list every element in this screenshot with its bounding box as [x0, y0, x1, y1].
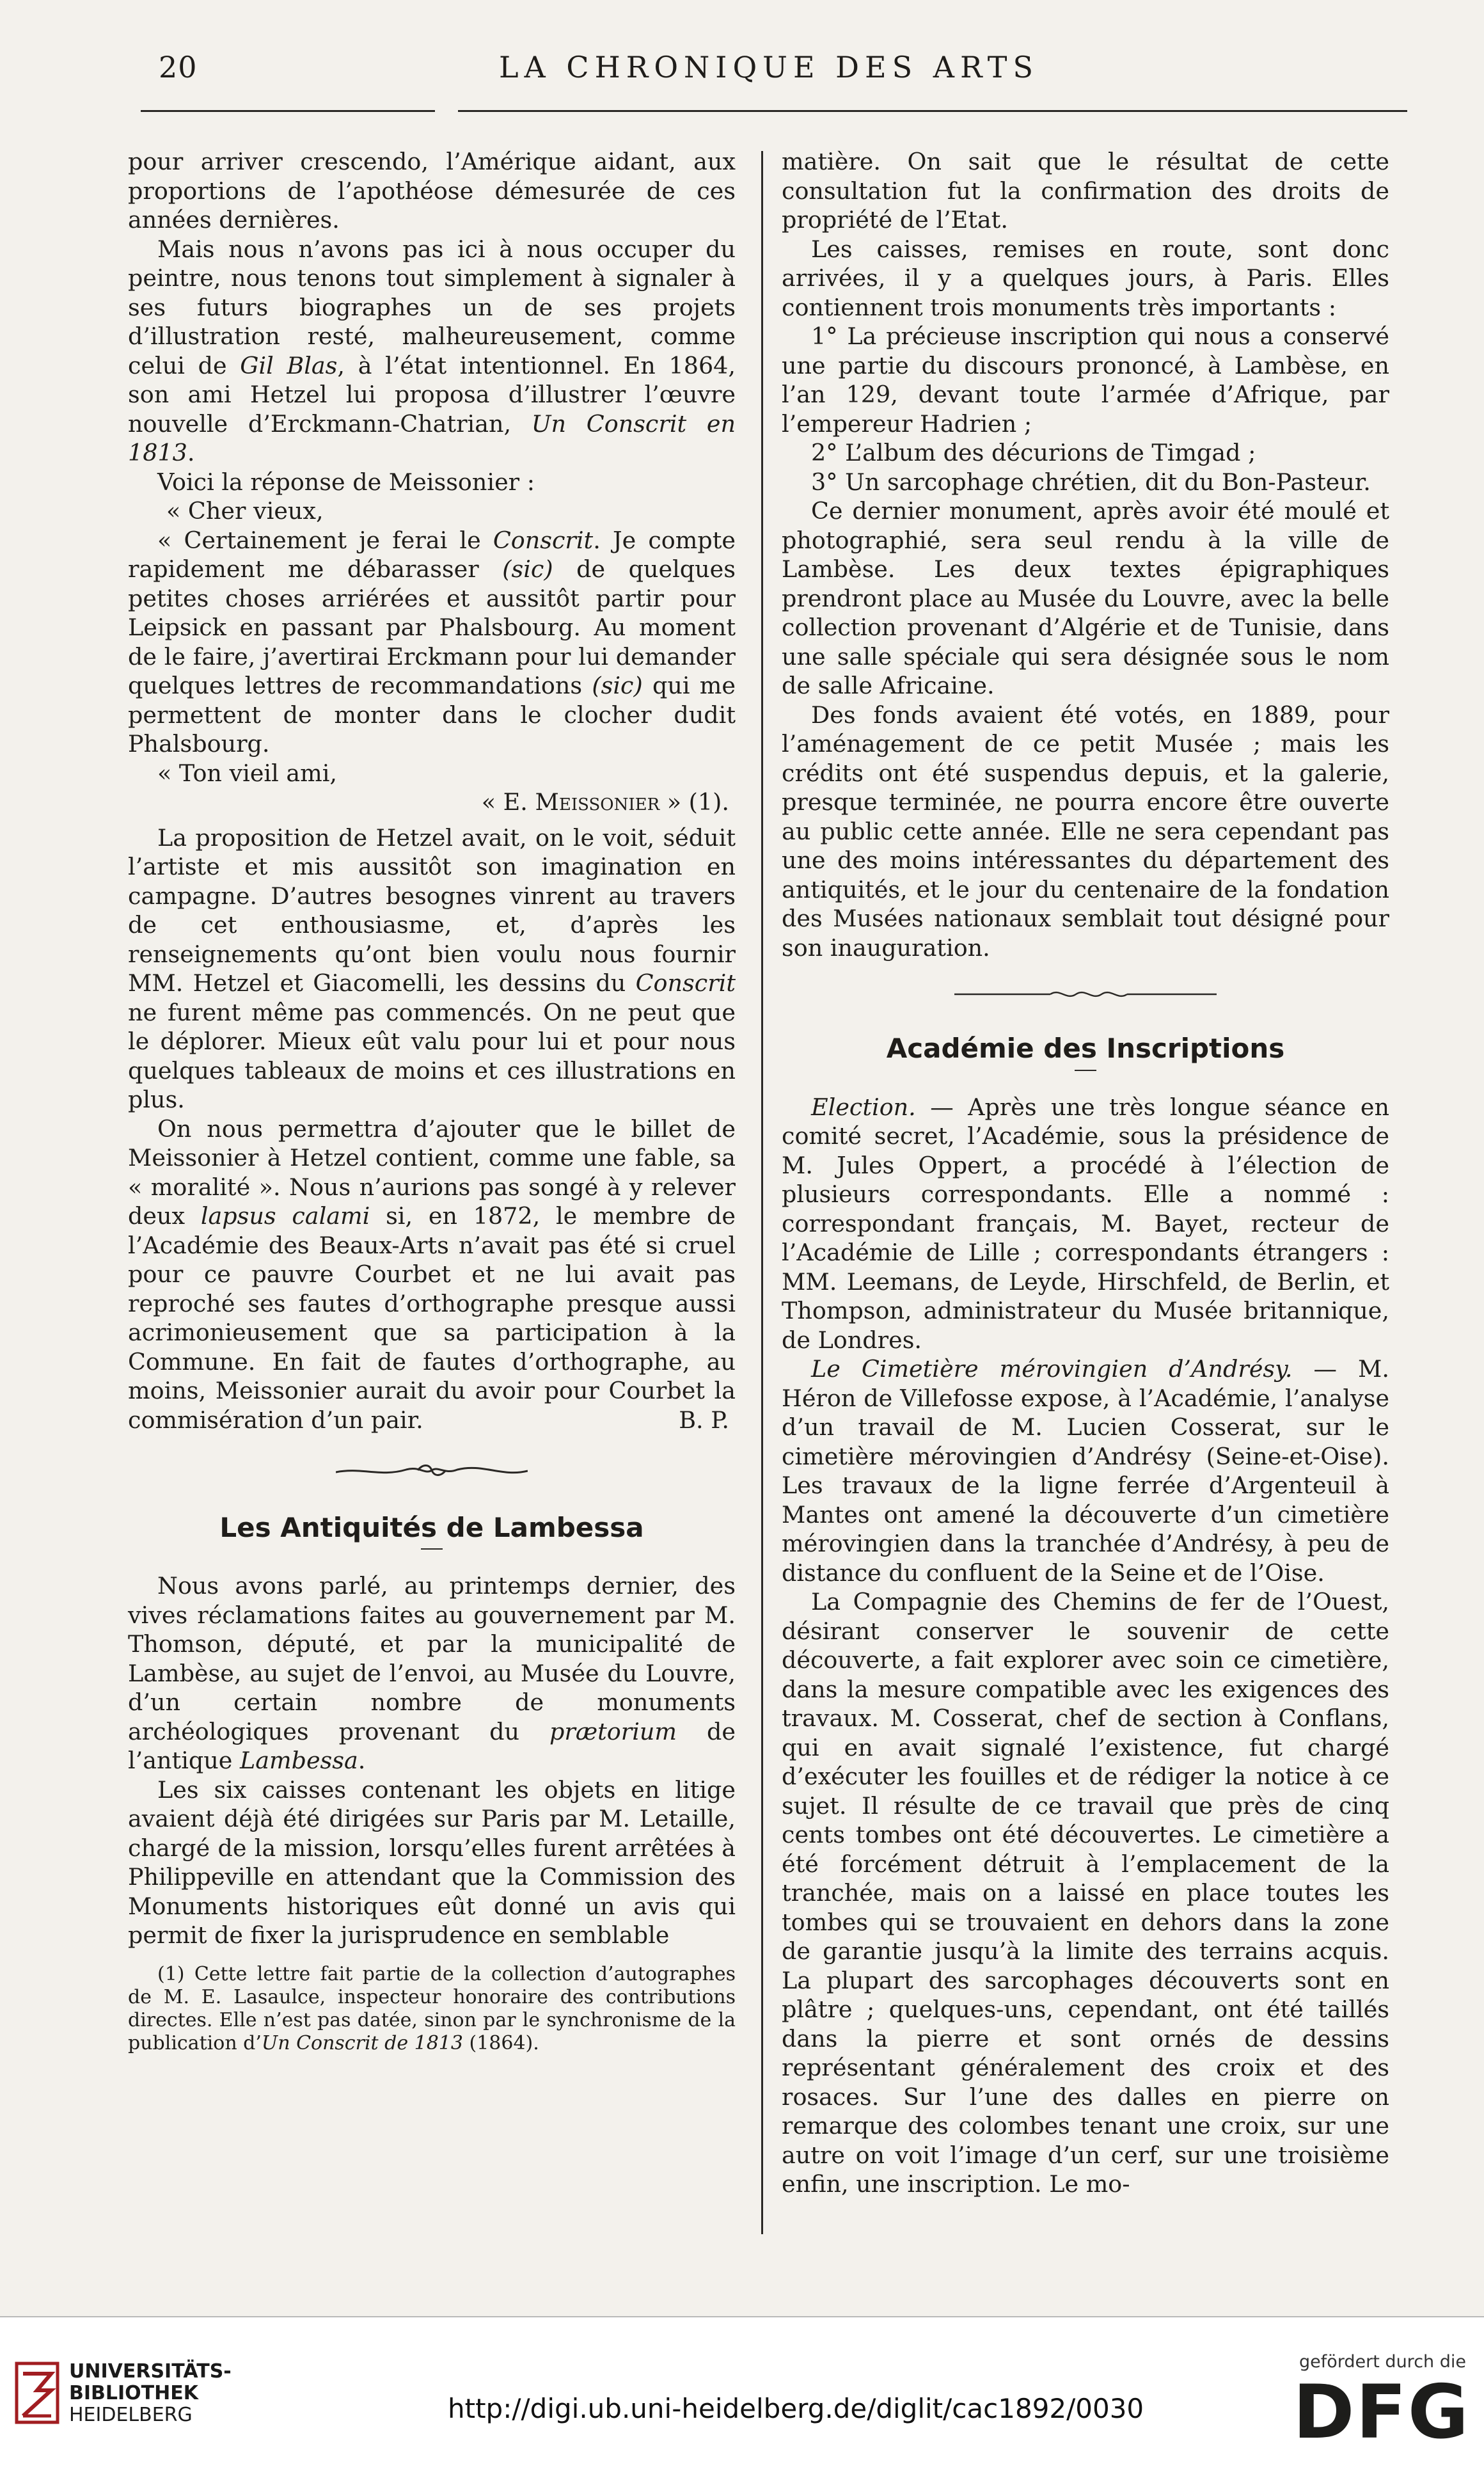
section-title: Académie des Inscriptions — [886, 1033, 1285, 1064]
italic-title: Gil Blas — [240, 351, 338, 379]
left-column — [128, 147, 736, 2055]
column-rule — [761, 151, 763, 2234]
paragraph: Mais nous n’avons pas ici à nous occuper du peintre, nous tenons tout simplement à signaler à ses futurs biographes un de ses projets d’illustration resté, malheureusement, comme celui de Gil Blas, à l’état intentionnel. En 1864, son ami Hetzel lui proposa d’illustrer l’œuvre nouvelle d’Erckmann-Chatrian, Un Conscrit en 1813. — [128, 235, 736, 466]
footer-divider — [0, 2316, 1484, 2317]
library-name: UNIVERSITÄTS- BIBLIOTHEK HEIDELBERG — [69, 2360, 232, 2426]
paragraph: On nous permettra d’ajouter que le billet de Meissonier à Hetzel contient, comme une fable, sa « moralité ». Nous n’aurions pas songé à y relever deux lapsus calami si, en 1872, le membre de l’Académie des Beaux-Arts n’avait pas été si cruel pour ce pauvre Courbet et ne lui avait pas reproché ses fautes d’orthographe presque aussi acrimonieusement que sa participation à la Commune. En fait de fautes d’orthographe, au moins, Meissonier aurait du avoir pour Courbet la commisération d’un pair. — [128, 1115, 736, 1434]
paragraph: Election. — Après une très longue séance en comité secret, l’Académie, sous la présidence de M. Jules Oppert, a procédé à l’élection de plusieurs correspondants. Elle a nommé : correspondant français, M. Bayet, recteur de l’Académie de Lille ; correspondants étrangers : MM. Leemans, de Leyde, Hirschfeld, de Berlin, et Thompson, administrateur du Musée britannique, de Londres. — [782, 1093, 1389, 1354]
letter-signature: « E. Meissonier » (1). — [481, 788, 729, 816]
page-number: 20 — [159, 50, 198, 84]
paragraph: Les six caisses contenant les objets en litige avaient déjà été dirigées sur Paris par M. Letaille, chargé de la mission, lorsqu’elles furent arrêtées à Philippeville en attendant que la Commission des Monuments historiques eût donné un avis qui permit de fixer la jurisprudence en semblable — [128, 1775, 736, 1949]
running-title: LA CHRONIQUE DES ARTS — [499, 50, 1039, 84]
ornament-divider — [954, 988, 1217, 1001]
author-initials: B. P. — [679, 1406, 729, 1434]
right-column — [782, 147, 1389, 2199]
paragraph: Ce dernier monument, après avoir été moulé et photographié, sera seul rendu à la ville de Lambèse. Les deux textes épigraphiques prendront place au Musée du Louvre, avec la belle collection provenant d’Algérie et de Tunisie, dans une salle spéciale qui sera désignée sous le nom de salle Africaine. — [782, 497, 1389, 699]
header-rule-right — [458, 110, 1407, 112]
paragraph: pour arriver crescendo, l’Amérique aidant, aux proportions de l’apothéose démesurée de ces années dernières. — [128, 148, 736, 234]
entry-label: Election. — [811, 1093, 916, 1121]
paragraph: Nous avons parlé, au printemps dernier, des vives réclamations faites au gouvernement par M. Thomson, député, et par la municipalité de Lambèse, au sujet de l’envoi, au Musée du Louvre, d’un certain nombre de monuments archéologiques provenant du prætorium de l’antique Lambessa. — [128, 1572, 736, 1774]
funding-label: gefördert durch die — [1299, 2352, 1466, 2372]
paragraph: Des fonds avaient été votés, en 1889, pour l’aménagement de ce petit Musée ; mais les crédits ont été suspendus depuis, et la galerie, presque terminée, ne pourra encore être ouverte au public cette année. Elle ne sera cependant pas une des moins intéressantes du département des antiquités, et le jour du centenaire de la fondation des Musées nationaux semblait tout désigné pour son inauguration. — [782, 701, 1389, 962]
paragraph: Le Cimetière mérovingien d’Andrésy. — M. Héron de Villefosse expose, à l’Académie, l’analyse d’un travail de M. Lucien Cosserat, sur le cimetière mérovingien d’Andrésy (Seine-et-Oise). Les travaux de la ligne ferrée d’Argenteuil à Mantes ont amené la découverte d’un cimetière mérovingien dans la tranchée d’Andrésy, à peu de distance du confluent de la Seine et de l’Oise. — [782, 1355, 1389, 1587]
italic-title: Un Conscrit en 1813 — [128, 409, 736, 466]
footnote — [128, 1963, 736, 2055]
title-dash — [421, 1548, 443, 1550]
header-rule-left — [141, 110, 435, 112]
paragraph: Voici la réponse de Meissonier : — [157, 468, 535, 496]
letter-body: « Certainement je ferai le Conscrit. Je compte rapidement me débarasser (sic) de quelques petites choses arriérées et aussitôt partir pour Leipsick en passant par Phalsbourg. Au moment de le faire, j’avertirai Erckmann pour lui demander quelques lettres de recommandations (sic) qui me permettent de monter dans le clocher dudit Phalsbourg. — [128, 526, 736, 758]
paragraph: Les caisses, remises en route, sont donc arrivées, il y a quelques jours, à Paris. Elles contiennent trois monuments très importants : — [782, 235, 1389, 321]
list-item: 3° Un sarcophage chrétien, dit du Bon-Pasteur. — [811, 468, 1371, 496]
letter-salutation: « Cher vieux, — [166, 497, 324, 525]
list-item: 1° La précieuse inscription qui nous a conservé une partie du discours prononcé, à Lambèse, en l’an 129, devant toute l’armée d’Afrique, par l’empereur Hadrien ; — [782, 322, 1389, 438]
dfg-logo: DFG — [1293, 2369, 1470, 2456]
source-url-link[interactable]: http://digi.ub.uni-heidelberg.de/diglit/cac1892/0030 — [448, 2393, 1144, 2424]
title-dash — [1075, 1070, 1096, 1071]
footnote-text: (1) Cette lettre fait partie de la collection d’autographes de M. E. Lasaulce, inspecteur honoraire des contributions directes. Elle n’est pas datée, sinon par le synchronisme de la publication d’Un Conscrit de 1813 (1864). — [128, 1962, 736, 2054]
paragraph: La Compagnie des Chemins de fer de l’Ouest, désirant conserver le souvenir de cette découverte, a fait explorer avec soin ce cimetière, dans la mesure compatible avec les exigences des travaux. M. Cosserat, chef de section à Conflans, qui en avait signalé l’existence, fut chargé d’exécuter les fouilles et de rédiger la notice à ce sujet. Il résulte de ce travail que près de cinq cents tombes ont été découvertes. Le cimetière a été forcément détruit à l’emplacement de la tranchée, mais on a laissé en place toutes les tombes qui se trouvaient en dehors dans la zone de garantie jusqu’à la limite des terrains acquis. La plupart des sarcophages découverts sont en plâtre ; quelques-uns, cependant, ont été taillés dans la pierre et sont ornés de dessins représentant généralement des croix et des rosaces. Sur l’une des dalles en pierre on remarque des colombes tenant une croix, sur une autre on voit l’image d’un cerf, sur une troisième enfin, une inscription. Le mo- — [782, 1588, 1389, 2198]
paragraph: La proposition de Hetzel avait, on le voit, séduit l’artiste et mis aussitôt son imagination en campagne. D’autres besognes vinrent au travers de cet enthousiasme, et, d’après les renseignements qu’ont bien voulu nous fournir MM. Hetzel et Giacomelli, les dessins du Conscrit ne furent même pas commencés. On ne peut que le déplorer. Mieux eût valu pour lui et pour nous quelques tableaux de moins et ces illustrations en plus. — [128, 823, 736, 1113]
footer-bar — [0, 2316, 1484, 2469]
paragraph: matière. On sait que le résultat de cette consultation fut la confirmation des droits de propriété de l’Etat. — [782, 148, 1389, 234]
list-item: 2° L’album des décurions de Timgad ; — [811, 439, 1256, 466]
letter-closing: « Ton vieil ami, — [157, 759, 338, 787]
section-title: Les Antiquités de Lambessa — [219, 1511, 644, 1543]
library-emblem-icon — [14, 2361, 60, 2425]
dfg-sponsor[interactable] — [1293, 2352, 1470, 2456]
ornament-divider — [336, 1461, 528, 1480]
library-logo[interactable] — [14, 2361, 232, 2426]
entry-label: Le Cimetière mérovingien d’Andrésy. — [811, 1355, 1293, 1383]
